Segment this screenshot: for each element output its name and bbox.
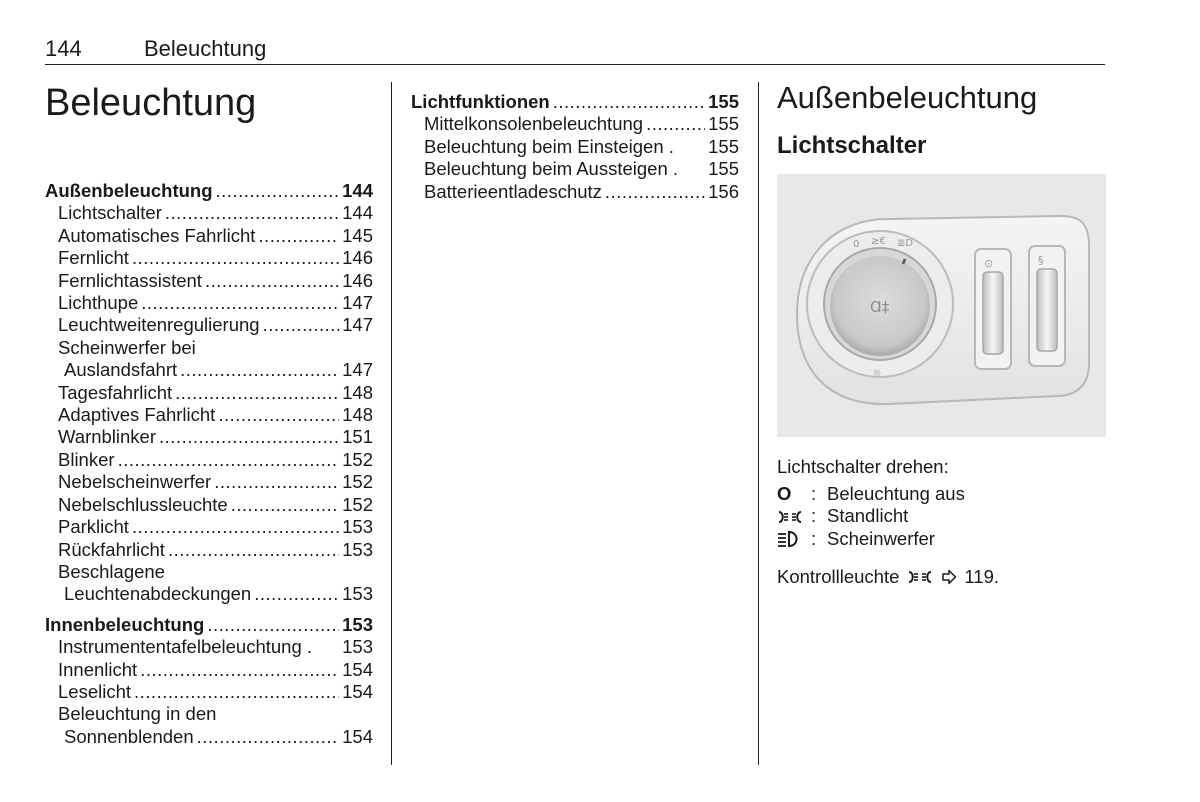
toc-dot-leader bbox=[263, 314, 340, 336]
page-number: 144 bbox=[45, 36, 82, 61]
toc-entry bbox=[411, 136, 739, 158]
toc-page-number: 153 bbox=[342, 613, 373, 635]
toc-dot-leader bbox=[175, 382, 339, 404]
toc-dot-leader bbox=[231, 494, 339, 516]
toc-entry-label: Fernlichtassistent bbox=[58, 269, 202, 291]
toc-page-number: 153 bbox=[342, 583, 373, 605]
toc-entry-label: Leuchtweitenregulierung bbox=[58, 314, 260, 336]
toc-entry bbox=[45, 494, 373, 516]
toc-section-entry bbox=[411, 91, 739, 113]
svg-text:☼: ☼ bbox=[872, 367, 882, 380]
toc-entry-label: Rückfahrlicht bbox=[58, 538, 165, 560]
toc-entry-label: Nebelschlussleuchte bbox=[58, 493, 228, 515]
toc-page-number: 155 bbox=[708, 91, 739, 112]
toc-left bbox=[45, 180, 373, 748]
toc-page-number: 144 bbox=[342, 180, 373, 201]
toc-dot-leader bbox=[205, 270, 339, 292]
column-divider-left bbox=[391, 82, 392, 765]
toc-dot-leader bbox=[207, 614, 339, 636]
toc-entry-label: Innenbeleuchtung bbox=[45, 613, 205, 635]
toc-entry-label: Blinker bbox=[58, 448, 115, 470]
toc-entry bbox=[45, 471, 373, 493]
headlight-icon bbox=[777, 530, 811, 548]
toc-dot-leader bbox=[646, 113, 705, 135]
subsection-title: Lichtschalter bbox=[777, 132, 927, 159]
toc-dot-leader bbox=[140, 659, 339, 681]
toc-dot-leader bbox=[197, 726, 339, 748]
toc-page-number: 147 bbox=[342, 292, 373, 314]
legend-colon: : bbox=[811, 483, 817, 504]
switch-legend bbox=[777, 483, 965, 550]
toc-entry-label: Beleuchtung beim Einsteigen . bbox=[424, 135, 674, 157]
svg-text:0: 0 bbox=[853, 239, 860, 250]
toc-page-number: 156 bbox=[708, 180, 739, 202]
toc-entry bbox=[45, 314, 373, 336]
toc-entry bbox=[45, 202, 373, 224]
toc-page-number: 144 bbox=[342, 202, 373, 224]
legend-row-parking bbox=[777, 505, 965, 527]
toc-entry-label: Fernlicht bbox=[58, 247, 129, 269]
page-reference-arrow-icon bbox=[941, 569, 957, 585]
toc-entry-label: Automatisches Fahrlicht bbox=[58, 224, 256, 246]
toc-dot-leader bbox=[214, 471, 339, 493]
toc-page-number: 148 bbox=[342, 381, 373, 403]
toc-entry bbox=[45, 449, 373, 471]
toc-dot-leader bbox=[118, 449, 340, 471]
toc-section-entry bbox=[45, 180, 373, 202]
svg-text:§: § bbox=[1038, 254, 1044, 267]
toc-entry bbox=[45, 225, 373, 247]
toc-entry-label: Adaptives Fahrlicht bbox=[58, 404, 216, 426]
toc-entry-label: Scheinwerfer bei bbox=[58, 336, 196, 358]
svg-text:⊙: ⊙ bbox=[984, 257, 994, 270]
toc-entry-label: Leselicht bbox=[58, 680, 132, 702]
toc-entry-label-cont: Auslandsfahrt bbox=[64, 359, 178, 381]
toc-dot-leader bbox=[165, 202, 339, 224]
svg-text:≣D: ≣D bbox=[897, 238, 914, 249]
toc-entry bbox=[411, 113, 739, 135]
toc-entry bbox=[45, 404, 373, 426]
toc-entry bbox=[45, 292, 373, 314]
toc-dot-leader bbox=[134, 681, 339, 703]
light-switch-figure bbox=[777, 174, 1106, 437]
toc-dot-leader bbox=[254, 583, 339, 605]
toc-entry bbox=[45, 516, 373, 538]
legend-colon: : bbox=[811, 505, 817, 527]
toc-page-number: 155 bbox=[708, 135, 739, 157]
toc-page-number: 154 bbox=[342, 680, 373, 702]
kontroll-page: 119. bbox=[964, 566, 1000, 587]
light-switch-illustration bbox=[777, 174, 1106, 437]
running-title: Beleuchtung bbox=[144, 36, 267, 61]
toc-entry-label: Warnblinker bbox=[58, 426, 157, 448]
legend-row-headlight bbox=[777, 528, 965, 550]
toc-entry-label: Beleuchtung in den bbox=[58, 703, 217, 725]
toc-page-number: 154 bbox=[342, 725, 373, 747]
toc-entry-label: Lichthupe bbox=[58, 292, 139, 314]
toc-dot-leader bbox=[216, 180, 340, 202]
toc-entry-label: Innenlicht bbox=[58, 658, 138, 680]
column-divider-right bbox=[758, 82, 759, 765]
toc-entry bbox=[411, 158, 739, 180]
toc-page-number: 153 bbox=[342, 516, 373, 538]
toc-dot-leader bbox=[159, 426, 339, 448]
legend-row-off bbox=[777, 483, 965, 505]
toc-page-number: 153 bbox=[342, 636, 373, 658]
toc-entry-label: Lichtfunktionen bbox=[411, 91, 550, 112]
toc-entry bbox=[45, 247, 373, 269]
toc-entry bbox=[45, 561, 373, 606]
toc-page-number: 151 bbox=[342, 426, 373, 448]
toc-page-number: 152 bbox=[342, 493, 373, 515]
toc-entry bbox=[45, 659, 373, 681]
legend-text: Beleuchtung aus bbox=[827, 483, 965, 504]
toc-page-number: 155 bbox=[708, 158, 739, 180]
toc-page-number: 152 bbox=[342, 448, 373, 470]
toc-page-number: 145 bbox=[342, 224, 373, 246]
svg-text:≥€: ≥€ bbox=[871, 236, 886, 247]
toc-page-number: 146 bbox=[342, 269, 373, 291]
toc-entry-label-cont: Leuchtenabdeckungen bbox=[64, 583, 252, 605]
toc-entry-label: Nebelscheinwerfer bbox=[58, 471, 212, 493]
parking-light-icon bbox=[777, 509, 811, 525]
toc-section-entry bbox=[45, 614, 373, 636]
toc-entry bbox=[45, 426, 373, 448]
toc-dot-leader bbox=[218, 404, 339, 426]
toc-dot-leader bbox=[180, 359, 339, 381]
toc-dot-leader bbox=[168, 539, 339, 561]
toc-entry-label: Batterieentladeschutz bbox=[424, 180, 602, 202]
toc-entry-label: Parklicht bbox=[58, 516, 129, 538]
toc-page-number: 153 bbox=[342, 538, 373, 560]
kontroll-label: Kontrollleuchte bbox=[777, 566, 900, 587]
toc-dot-leader bbox=[258, 225, 339, 247]
legend-text: Standlicht bbox=[827, 505, 909, 527]
toc-entry-label: Beleuchtung beim Aussteigen . bbox=[424, 158, 679, 180]
svg-text:Ɑ‡: Ɑ‡ bbox=[870, 298, 890, 316]
toc-entry bbox=[45, 270, 373, 292]
toc-entry-label: Lichtschalter bbox=[58, 202, 162, 224]
toc-entry bbox=[45, 681, 373, 703]
toc-entry bbox=[45, 703, 373, 748]
toc-entry-label: Instrumententafelbeleuchtung . bbox=[58, 636, 313, 658]
figure-caption: Lichtschalter drehen: bbox=[777, 456, 949, 477]
toc-entry-label: Beschlagene bbox=[58, 560, 165, 582]
toc-dot-leader bbox=[141, 292, 339, 314]
toc-entry bbox=[411, 181, 739, 203]
off-icon: O bbox=[777, 483, 792, 504]
toc-page-number: 148 bbox=[342, 404, 373, 426]
toc-entry bbox=[45, 337, 373, 382]
toc-entry bbox=[45, 382, 373, 404]
section-title: Außenbeleuchtung bbox=[777, 80, 1038, 115]
toc-entry-label: Außenbeleuchtung bbox=[45, 180, 213, 201]
toc-entry-label: Tagesfahrlicht bbox=[58, 381, 173, 403]
toc-page-number: 155 bbox=[708, 113, 739, 135]
legend-text: Scheinwerfer bbox=[827, 527, 935, 549]
toc-dot-leader bbox=[605, 181, 705, 203]
toc-page-number: 152 bbox=[342, 471, 373, 493]
toc-page-number: 147 bbox=[342, 359, 373, 381]
toc-dot-leader bbox=[553, 91, 705, 113]
toc-middle bbox=[411, 91, 739, 203]
toc-entry bbox=[45, 636, 373, 658]
toc-dot-leader bbox=[132, 516, 339, 538]
toc-entry-label: Mittelkonsolenbeleuchtung bbox=[424, 113, 644, 135]
chapter-title: Beleuchtung bbox=[45, 82, 257, 124]
toc-page-number: 147 bbox=[342, 314, 373, 336]
toc-page-number: 154 bbox=[342, 658, 373, 680]
toc-entry-label-cont: Sonnenblenden bbox=[64, 725, 194, 747]
warning-light-reference bbox=[777, 566, 999, 588]
legend-colon: : bbox=[811, 527, 817, 549]
toc-dot-leader bbox=[132, 247, 339, 269]
toc-entry bbox=[45, 539, 373, 561]
parking-light-icon bbox=[905, 569, 935, 585]
page-header bbox=[45, 36, 1105, 65]
toc-page-number: 146 bbox=[342, 247, 373, 269]
